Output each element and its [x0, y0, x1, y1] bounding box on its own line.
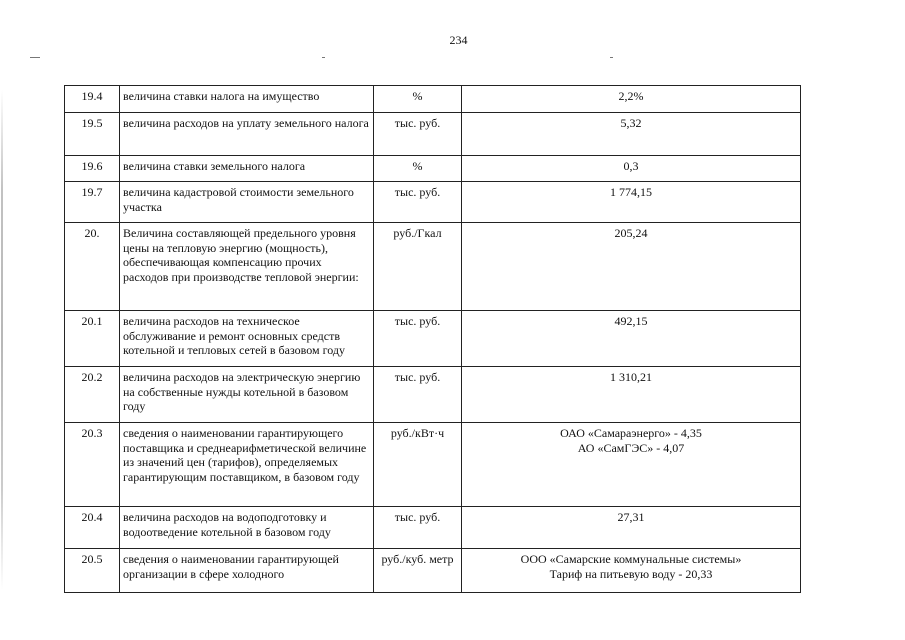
value-line: 27,31	[617, 510, 645, 524]
row-number: 20.5	[65, 549, 120, 593]
value-line: 2,2%	[618, 89, 644, 103]
value	[462, 113, 801, 156]
table-body	[65, 86, 801, 593]
row-number: 20.2	[65, 367, 120, 423]
value	[462, 423, 801, 507]
unit: тыс. руб.	[374, 113, 462, 156]
value	[462, 86, 801, 113]
value-line: АО «СамГЭС» - 4,07	[577, 440, 685, 455]
row-number: 20.	[65, 223, 120, 311]
row-number: 19.4	[65, 86, 120, 113]
scan-mark	[322, 57, 325, 58]
unit: %	[374, 156, 462, 182]
table-row	[65, 113, 801, 156]
parameter-name: величина расходов на электрическую энергию на собственные нужды котельной в базовом году	[120, 367, 374, 423]
table-row	[65, 223, 801, 311]
parameter-name: Величина составляющей предельного уровня цены на тепловую энергию (мощность), обеспечивающая компенсацию прочих расходов при производстве тепловой энергии:	[120, 223, 374, 311]
table-row	[65, 86, 801, 113]
unit: руб./Гкал	[374, 223, 462, 311]
value-line: Тариф на питьевую воду - 20,33	[549, 566, 713, 581]
data-table	[64, 85, 801, 593]
table-row	[65, 182, 801, 223]
parameter-name: величина расходов на уплату земельного налога	[120, 113, 374, 156]
table-row	[65, 367, 801, 423]
parameter-name: величина кадастровой стоимости земельного участка	[120, 182, 374, 223]
value	[462, 367, 801, 423]
table-row	[65, 423, 801, 507]
scan-mark	[30, 57, 40, 58]
row-number: 19.7	[65, 182, 120, 223]
row-number: 20.4	[65, 507, 120, 549]
value-line: ООО «Самарские коммунальные системы»	[520, 552, 742, 566]
value-line: 1 310,21	[610, 370, 652, 384]
value	[462, 507, 801, 549]
value	[462, 549, 801, 593]
unit: %	[374, 86, 462, 113]
value	[462, 156, 801, 182]
table-row	[65, 156, 801, 182]
row-number: 19.6	[65, 156, 120, 182]
parameter-name: величина расходов на водоподготовку и водоотведение котельной в базовом году	[120, 507, 374, 549]
unit: руб./кВт·ч	[374, 423, 462, 507]
unit: руб./куб. метр	[374, 549, 462, 593]
scan-edge-shadow	[1, 90, 3, 590]
value	[462, 223, 801, 311]
parameter-name: сведения о наименовании гарантирующей организации в сфере холодного	[120, 549, 374, 593]
row-number: 20.3	[65, 423, 120, 507]
value-line: 1 774,15	[610, 185, 652, 199]
unit: тыс. руб.	[374, 311, 462, 367]
value-line: 205,24	[614, 226, 648, 240]
parameter-name: сведения о наименовании гарантирующего поставщика и среднеарифметической величине из значений цен (тарифов), определяемых гарантирующим поставщиком, в базовом году	[120, 423, 374, 507]
row-number: 19.5	[65, 113, 120, 156]
parameter-name: величина расходов на техническое обслуживание и ремонт основных средств котельной и тепловых сетей в базовом году	[120, 311, 374, 367]
page-number: 234	[449, 33, 468, 47]
unit: тыс. руб.	[374, 182, 462, 223]
parameter-name: величина ставки налога на имущество	[120, 86, 374, 113]
unit: тыс. руб.	[374, 507, 462, 549]
table-row	[65, 311, 801, 367]
value-line: 0,3	[623, 159, 639, 173]
value	[462, 182, 801, 223]
scan-mark	[610, 57, 613, 58]
unit: тыс. руб.	[374, 367, 462, 423]
table-row	[65, 549, 801, 593]
value-line: ОАО «Самараэнерго» - 4,35	[560, 426, 702, 440]
row-number: 20.1	[65, 311, 120, 367]
table-row	[65, 507, 801, 549]
value-line: 492,15	[614, 314, 648, 328]
value	[462, 311, 801, 367]
parameter-name: величина ставки земельного налога	[120, 156, 374, 182]
value-line: 5,32	[620, 116, 642, 130]
